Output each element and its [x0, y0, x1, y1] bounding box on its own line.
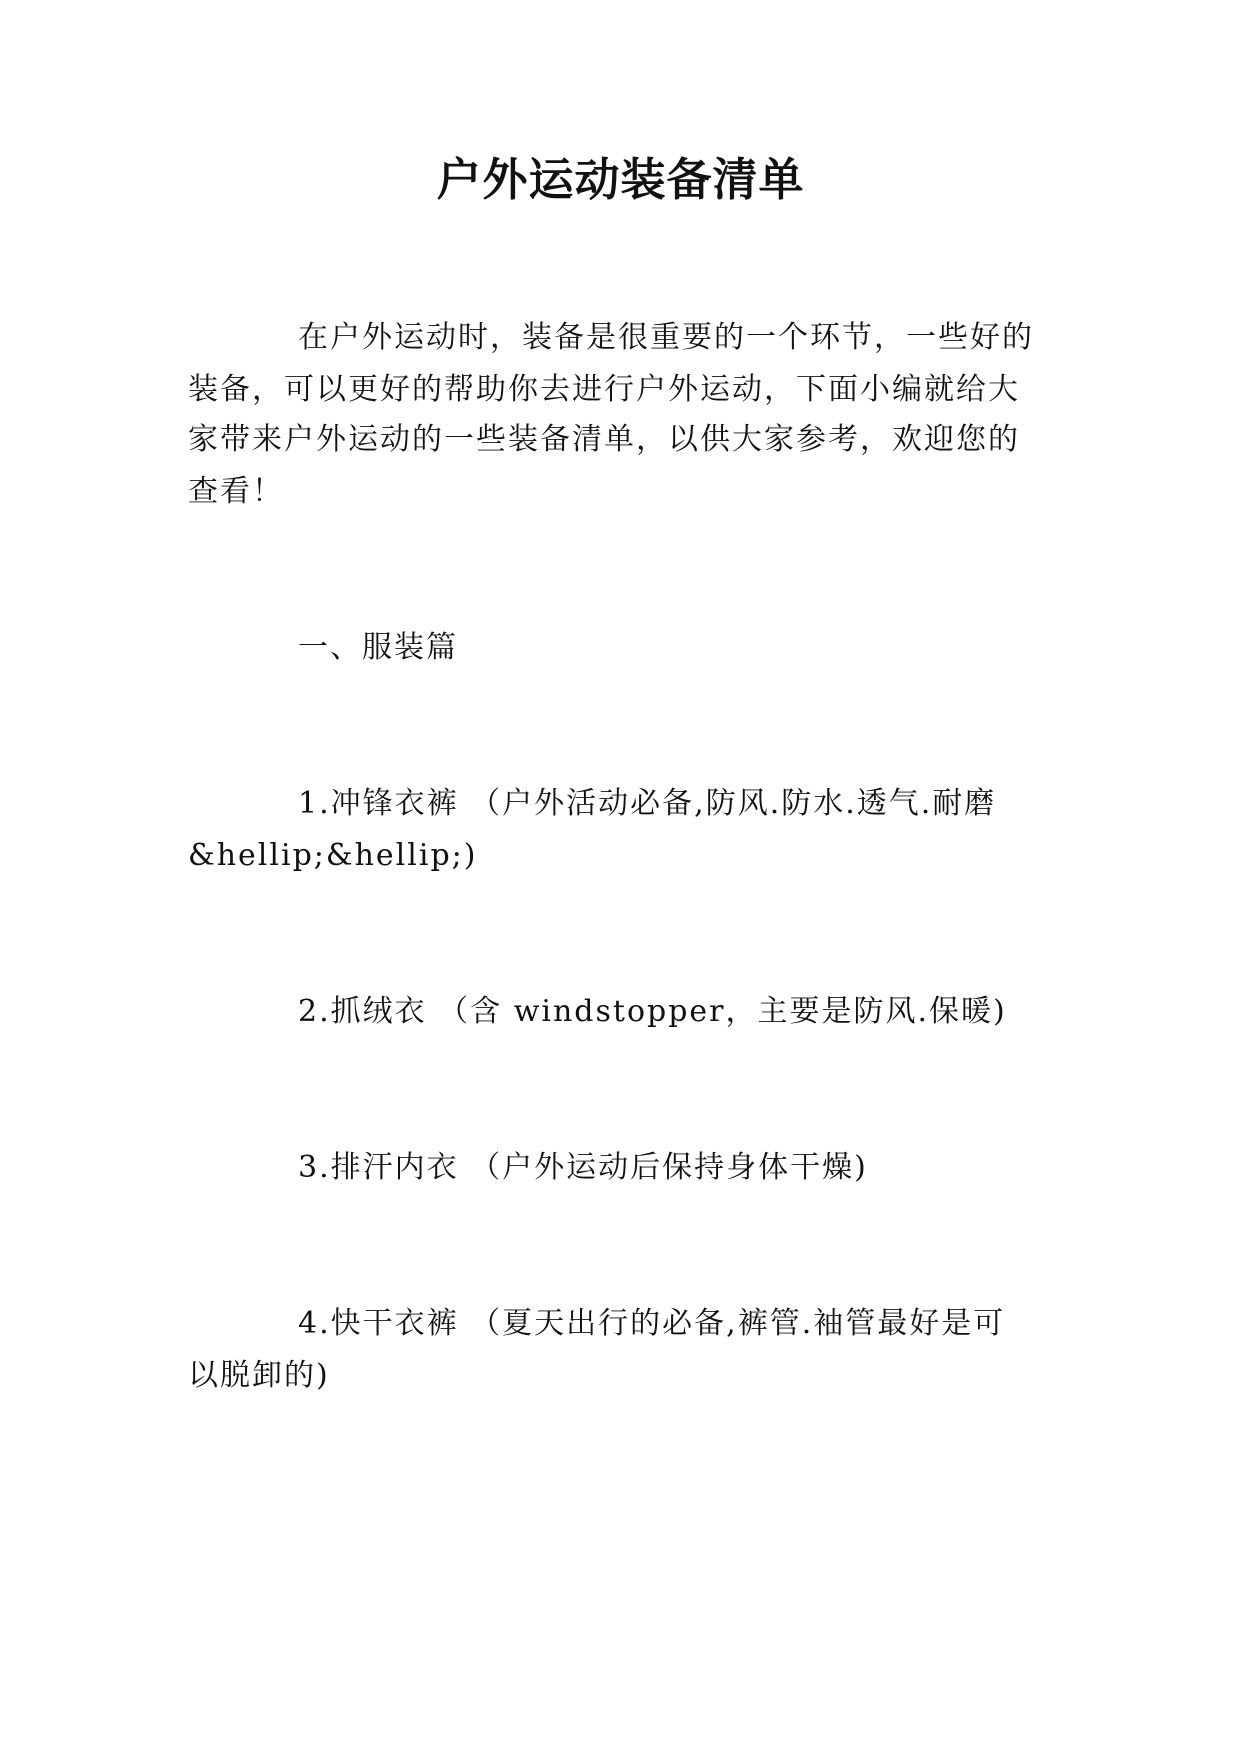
list-item-2: 2.抓绒衣 （含 windstopper，主要是防风.保暖) [298, 994, 1007, 1029]
list-item-3: 3.排汗内衣 （户外运动后保持身体干燥) [298, 1150, 868, 1185]
section-heading: 一、服装篇 [298, 630, 458, 665]
intro-paragraph-line-3: 家带来户外运动的一些装备清单，以供大家参考，欢迎您的 [188, 422, 1020, 457]
intro-paragraph-line-2: 装备，可以更好的帮助你去进行户外运动，下面小编就给大 [188, 372, 1020, 407]
page-title: 户外运动装备清单 [436, 153, 805, 206]
list-item-4-line-1: 4.快干衣裤 （夏天出行的必备,裤管.袖管最好是可 [298, 1306, 1006, 1341]
list-item-1-line-2: &hellip;&hellip;) [188, 838, 478, 873]
list-item-4-line-2: 以脱卸的) [188, 1358, 330, 1393]
intro-paragraph-line-1: 在户外运动时，装备是很重要的一个环节，一些好的 [298, 320, 1034, 355]
intro-paragraph-line-4: 查看！ [188, 474, 284, 509]
list-item-1-line-1: 1.冲锋衣裤 （户外活动必备,防风.防水.透气.耐磨 [298, 786, 997, 821]
